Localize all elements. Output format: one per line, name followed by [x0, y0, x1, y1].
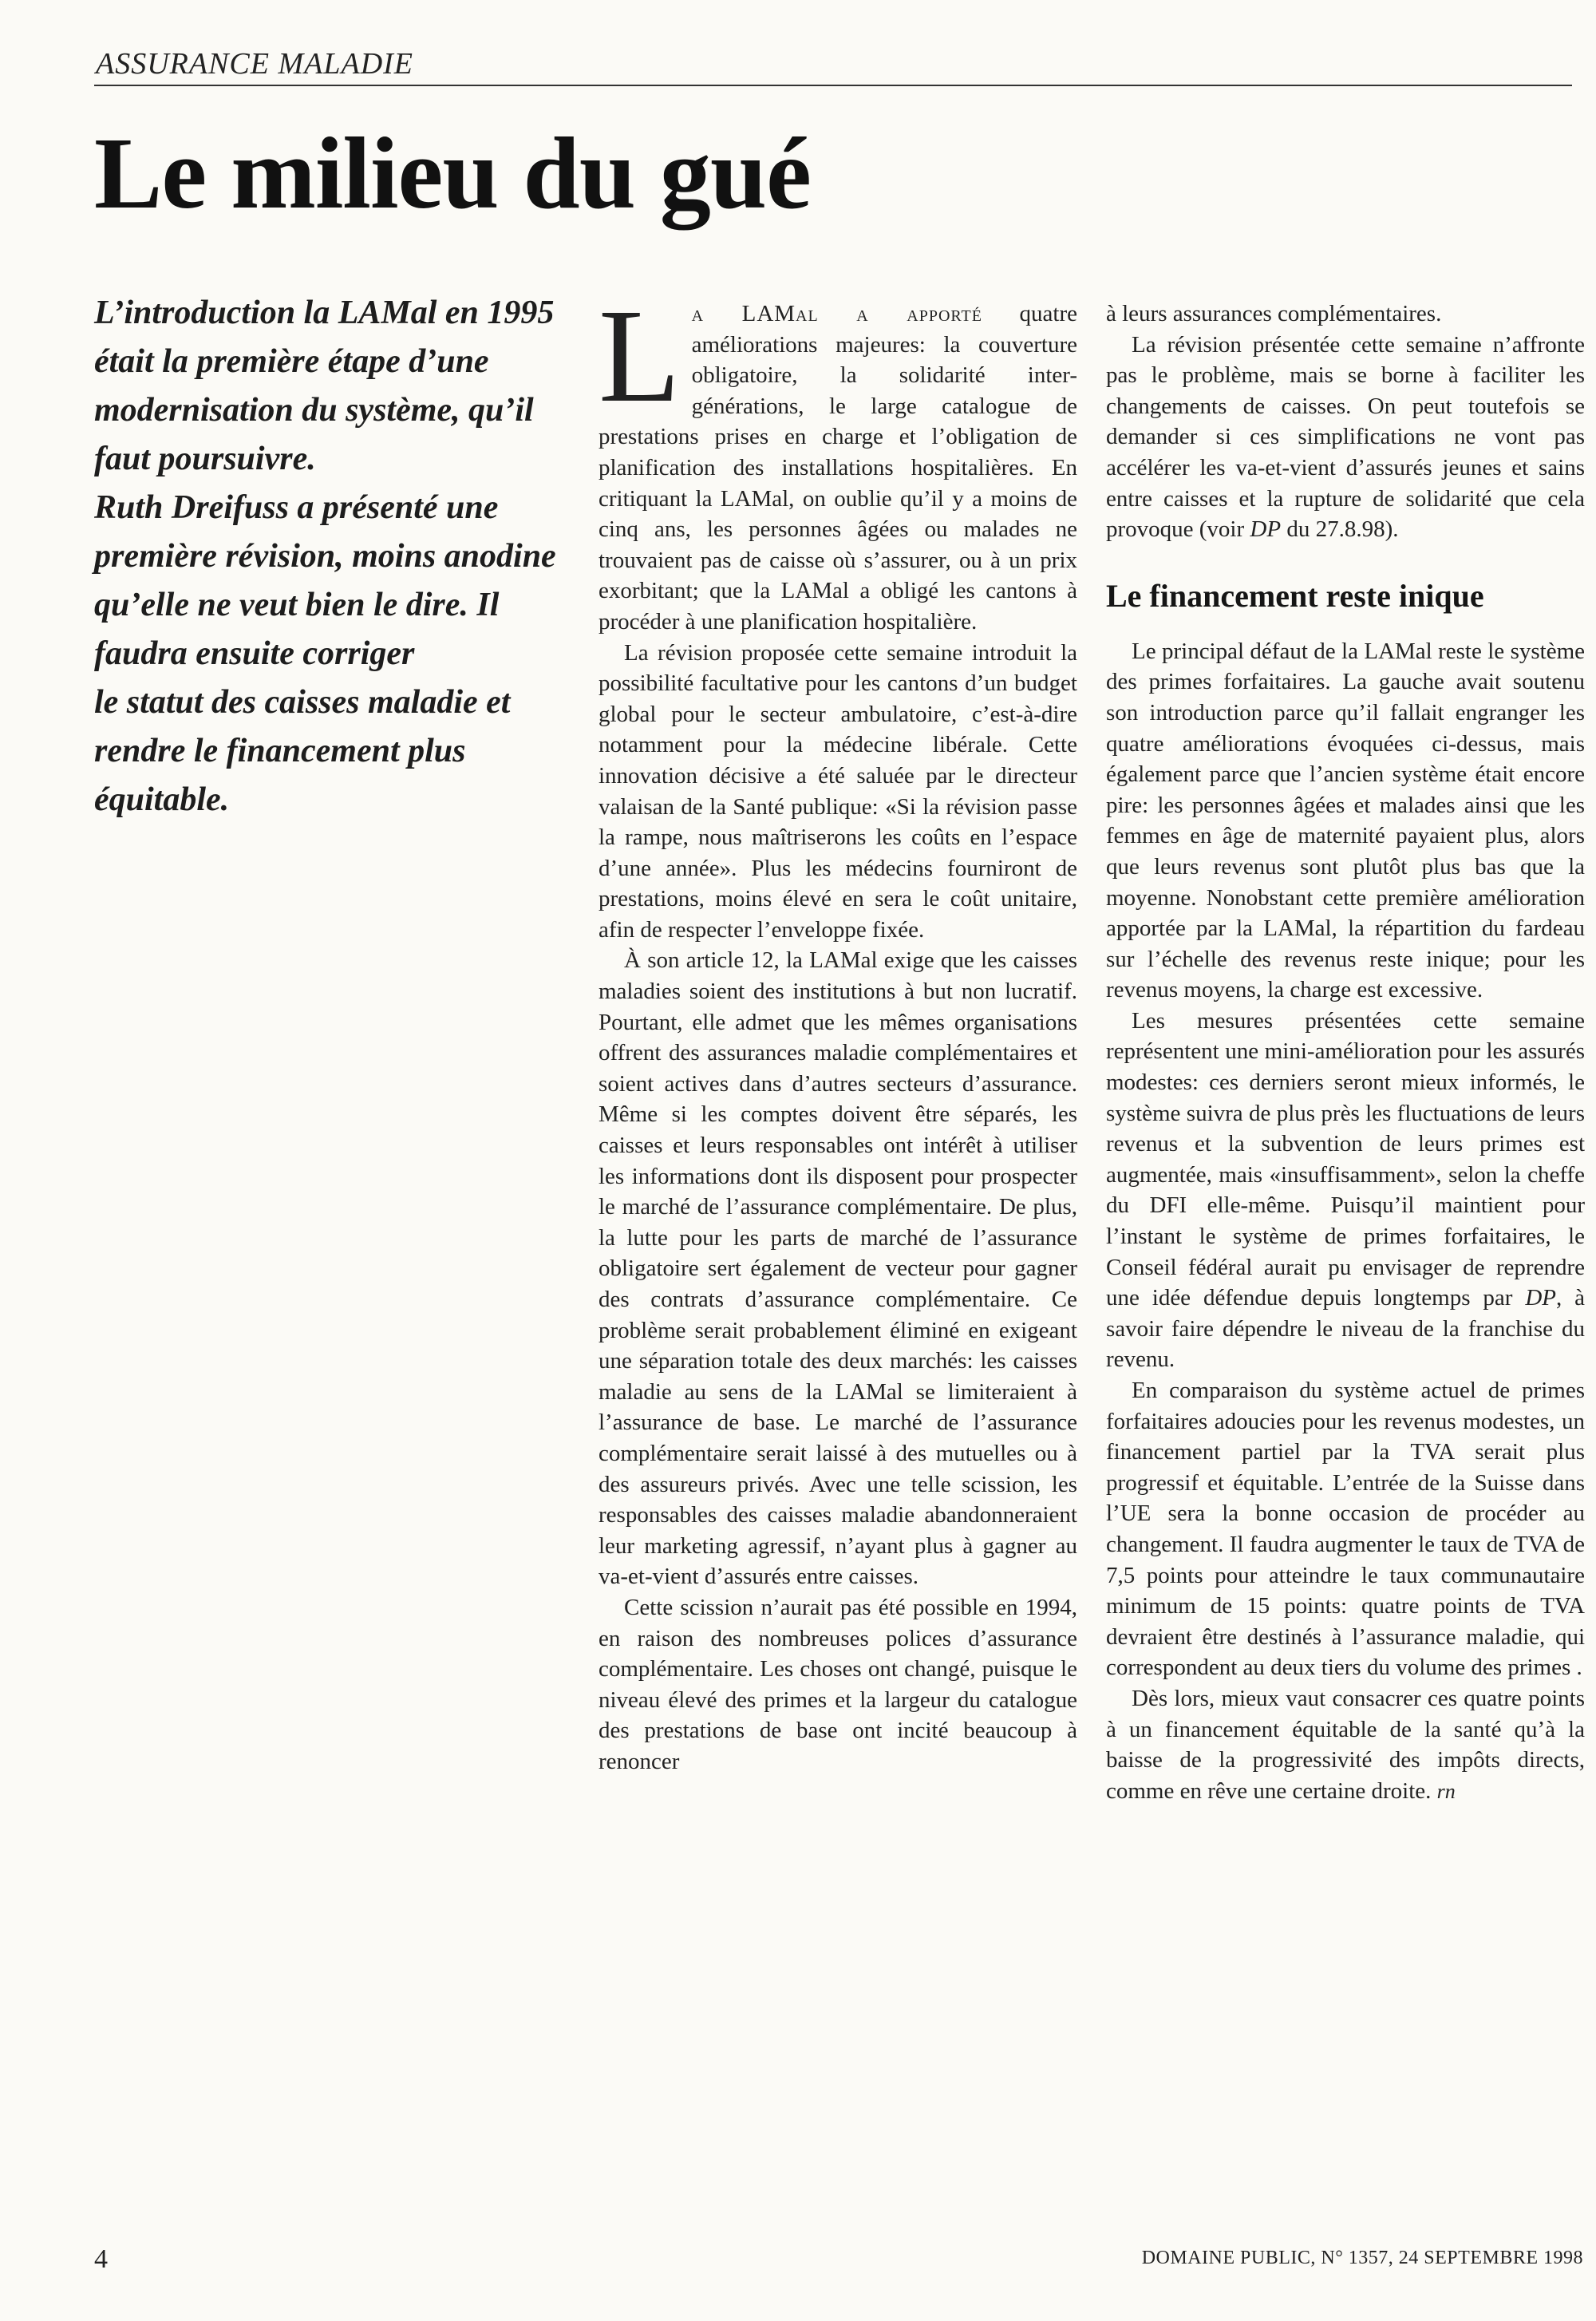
paragraph-1-text: quatre améliorations majeures: la couverture obligatoire, la solidarité inter-générations, le large catalogue de prestations prises en charge et l’obligation de planification des installations hospitalières. En critiquant la LAMal, on oublie qu’il y a moins de cinq ans, les personnes âgées ou malades ne trouvaient pas de caisse où s’assurer, ou à un prix exorbitant; que la LAMal a obligé les cantons à procéder à une planification hospitalière.: [598, 301, 1077, 635]
paragraph-5-text-b: du 27.8.98).: [1281, 516, 1399, 543]
author-signature: rn: [1436, 1779, 1456, 1803]
body-paragraph-3: À son article 12, la LAMal exige que les caisses maladies soient des institutions à but non lucratif. Pourtant, elle admet que les mêmes organisations offrent des assurances maladie complémentaires et soient actives dans d’autres secteurs d’assurance. Même si les comptes doivent être séparés, les caisses et leurs responsables ont intérêt à utiliser les informations dont ils disposent pour prospecter le marché de l’assurance complémentaire. De plus, la lutte pour les parts de marché de l’assurance obligatoire sert également de vecteur pour gagner des contrats d’assurance complémentaire. Ce problème serait probablement éliminé en exigeant une séparation totale des deux marchés: les caisses maladie au sens de la LAMal se limiteraient à l’assurance de base. Le marché de l’assurance complémentaire serait laissé à des mutuelles ou à des assureurs privés. Avec une telle scission, les responsables des caisses maladie abandonneraient leur marketing agressif, n’ayant plus à gagner au va-et-vient d’assurés entre caisses.: [598, 947, 1077, 1590]
paragraph-7-text-a: Les mesures présentées cette semaine représentent une mini-amélioration pour les assurés modestes: ces derniers seront mieux informés, le système suivra de plus près les fluctuations de leurs revenus et la subvention de leurs primes est augmentée, mais «insuffisamment», selon la cheffe du DFI elle-même. Puisqu’il maintient pour l’instant le système de primes forfaitaires, le Conseil fédéral aurait pu envisager de reprendre une idée défendue depuis longtemps par: [1106, 1007, 1585, 1311]
paragraph-5-text-a: La révision présentée cette semaine n’affronte pas le problème, mais se borne à faciliter les changements de caisses. On peut toutefois se demander si ces simplifications ne vont pas accélérer les va-et-vient d’assurés jeunes et sains entre caisses et la rupture de solidarité que cela provoque (voir: [1106, 331, 1585, 543]
drop-cap: L: [598, 282, 681, 430]
article-column-2: [1106, 299, 1585, 1807]
article-title: Le milieu du gué: [94, 117, 811, 230]
body-paragraph-6: Le principal défaut de la LAMal reste le système des primes forfaitaires. La gauche avait soutenu son introduction parce qu’il fallait engranger les quatre améliorations évoquées ci-dessus, mais également parce que l’ancien système était encore pire: les personnes âgées et malades ainsi que les femmes en âge de maternité payaient plus, alors que leurs revenus sont plutôt plus bas que la moyenne. Nonobstant cette première amélioration apportée par la LAMal, la répartition du fardeau sur l’échelle des revenus reste inique; pour les revenus moyens, la charge est excessive.: [1106, 638, 1585, 1003]
lead-paragraph-2: Ruth Dreifuss a présenté une première révision, moins anodine qu’elle ne veut bien le dire. Il faudra ensuite corriger: [94, 489, 556, 672]
dp-reference: DP: [1525, 1285, 1556, 1311]
article-column-1: [598, 282, 1077, 1777]
opening-smallcaps: a LAMal a apporté: [691, 301, 982, 326]
body-paragraph-4-continued: à leurs assurances complémentaires.: [1106, 301, 1442, 326]
body-paragraph-7: [1106, 1006, 1585, 1375]
body-paragraph-9: [1106, 1683, 1585, 1807]
publication-footer: DOMAINE PUBLIC, N° 1357, 24 SEPTEMBRE 1998: [1141, 2248, 1583, 2268]
lead-paragraph-3: le statut des caisses maladie et rendre le financement plus équitable.: [94, 684, 511, 818]
section-subheading: Le financement reste inique: [1106, 577, 1484, 614]
body-paragraph-8: En comparaison du système actuel de primes forfaitaires adoucies pour les revenus modestes, un financement partiel par la TVA serait plus progressif et équitable. L’entrée de la Suisse dans l’UE sera la bonne occasion de procéder au changement. Il faudra augmenter le taux de TVA de 7,5 points pour atteindre le taux communautaire minimum de 15 points: quatre points de TVA devraient être destinés à l’assurance maladie, qui correspondent au deux tiers du volume des primes .: [1106, 1378, 1585, 1681]
lead-paragraph-1: L’introduction la LAMal en 1995 était la première étape d’une modernisation du système, qu’il faut poursuivre.: [94, 295, 555, 477]
body-paragraph-5: [1106, 330, 1585, 545]
paragraph-9-text: Dès lors, mieux vaut consacrer ces quatre points à un financement équitable de la santé qu’à la baisse de la progressivité des impôts directs, comme en rêve une certaine droite.: [1106, 1685, 1585, 1804]
body-paragraph-1: [598, 282, 1077, 638]
dp-reference: DP: [1250, 516, 1282, 543]
body-paragraph-4: Cette scission n’aurait pas été possible en 1994, en raison des nombreuses polices d’assurance complémentaire. Les choses ont changé, puisque le niveau élevé des primes et la largeur du catalogue des prestations de base ont incité beaucoup à renoncer: [598, 1594, 1077, 1774]
header-rule: [94, 85, 1572, 86]
page-number: 4: [94, 2244, 108, 2274]
paragraph-7-text-b: , à savoir faire dépendre le niveau de la franchise du revenu.: [1106, 1285, 1586, 1373]
article-lead: [94, 289, 573, 824]
body-paragraph-2: La révision proposée cette semaine introduit la possibilité facultative pour les cantons d’un budget global pour le secteur ambulatoire, c’est-à-dire notamment pour la médecine libérale. Cette innovation décisive a été saluée par le directeur valaisan de la Santé publique: «Si la révision passe la rampe, nous maîtriserons les coûts en l’espace d’une année». Plus les médecins fourniront de prestations, moins élevé en sera le coût unitaire, afin de respecter l’enveloppe fixée.: [598, 639, 1077, 943]
section-rubric: ASSURANCE MALADIE: [96, 47, 414, 81]
